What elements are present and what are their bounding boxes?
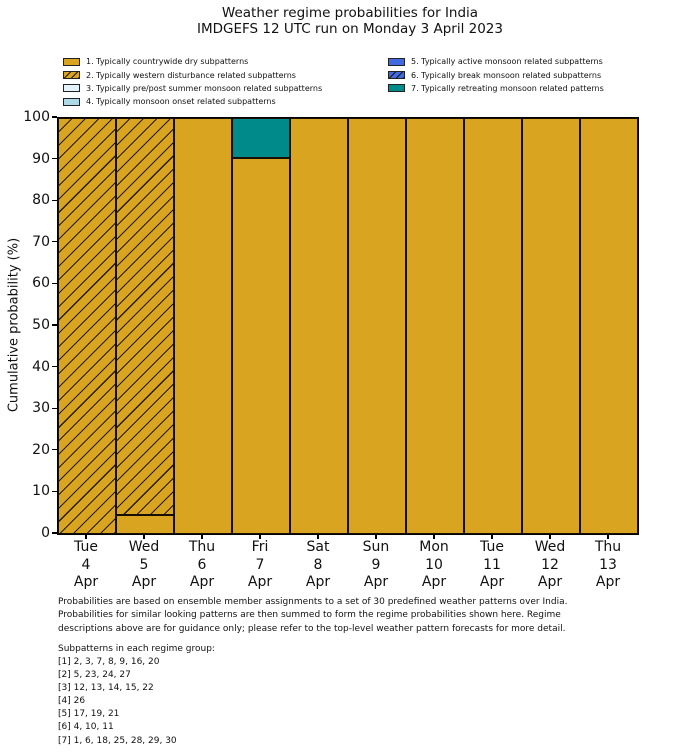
- x-tick-label: Tue 4 Apr: [73, 539, 99, 590]
- y-tick-label: 0: [41, 525, 50, 541]
- x-tick-label: Sun 9 Apr: [362, 539, 390, 590]
- legend-column-right: [388, 55, 604, 95]
- y-tick-mark: [52, 491, 57, 492]
- legend-swatch-western-disturbance-icon: [63, 71, 80, 79]
- legend-swatch-retreating-monsoon-icon: [388, 84, 405, 92]
- bar-sun-9: [348, 118, 406, 534]
- y-tick-label: 60: [32, 275, 50, 292]
- x-tick-label: Fri 7 Apr: [247, 539, 273, 590]
- legend-swatch-pre-post-summer-monsoon-icon: [63, 84, 80, 92]
- legend-label: 3. Typically pre/post summer monsoon related subpatterns: [86, 83, 323, 93]
- legend-item: [63, 68, 322, 81]
- legend-swatch-break-monsoon-icon: [388, 71, 405, 79]
- y-tick-label: 10: [32, 483, 50, 500]
- y-tick-mark: [52, 366, 57, 367]
- legend-item: [63, 82, 322, 95]
- y-tick-label: 90: [32, 150, 50, 167]
- legend-label: 2. Typically western disturbance related subpatterns: [86, 70, 296, 80]
- y-tick-label: 100: [23, 109, 50, 125]
- subpatterns-title: Subpatterns in each regime group:: [58, 644, 215, 654]
- legend-label: 5. Typically active monsoon related subpatterns: [411, 57, 603, 67]
- legend-label: 6. Typically break monsoon related subpatterns: [411, 70, 602, 80]
- legend-label: 1. Typically countrywide dry subpatterns: [86, 57, 249, 67]
- bar-segment-countrywide-dry: [232, 158, 290, 534]
- x-tick-label: Sat 8 Apr: [305, 539, 331, 590]
- legend-item: [388, 82, 604, 95]
- chart-subtitle: IMDGEFS 12 UTC run on Monday 3 April 2023: [197, 21, 503, 37]
- bar-mon-10: [406, 118, 464, 534]
- y-tick-mark: [52, 324, 57, 325]
- legend-item: [63, 95, 322, 108]
- bar-sat-8: [290, 118, 348, 534]
- bar-thu-6: [174, 118, 232, 534]
- legend-label: 4. Typically monsoon onset related subpatterns: [86, 97, 276, 107]
- y-tick-mark: [52, 532, 57, 533]
- bar-segment-countrywide-dry: [116, 515, 174, 534]
- y-tick-label: 20: [32, 441, 50, 458]
- bar-segment-countrywide-dry: [406, 118, 464, 534]
- bar-segment-retreating-monsoon: [232, 118, 290, 158]
- plot-area: [57, 117, 639, 535]
- legend-column-left: [63, 55, 322, 109]
- legend-item: [388, 68, 604, 81]
- y-tick-mark: [52, 408, 57, 409]
- footer-note: Probabilities are based on ensemble member assignments to a set of 30 predefined weather patterns over India. Probabilities for similar looking patterns are then summed to form the regime probabilities shown here. Regime descriptions above are for guidance only; please refer to the top-level weather pattern forecasts for more detail.: [58, 597, 568, 634]
- legend-swatch-countrywide-dry-icon: [63, 58, 80, 66]
- bar-tue-11: [464, 118, 522, 534]
- bar-segment-western-disturbance: [116, 118, 174, 515]
- x-tick-label: Wed 5 Apr: [128, 539, 160, 590]
- bar-segment-countrywide-dry: [522, 118, 580, 534]
- legend-item: [388, 55, 604, 68]
- subpatterns-list: [1] 2, 3, 7, 8, 9, 16, 20 [2] 5, 23, 24, 27 [3] 12, 13, 14, 15, 22 [4] 26 [5] 17, 19, 21 [6] 4, 10, 11 [7] 1, 6, 18, 25, 28, 29, 30: [58, 657, 177, 746]
- bar-fri-7: [232, 118, 290, 534]
- legend-item: [63, 55, 322, 68]
- bar-segment-countrywide-dry: [290, 118, 348, 534]
- y-tick-label: 50: [32, 317, 50, 333]
- x-tick-label: Thu 6 Apr: [188, 539, 216, 590]
- x-tick-label: Mon 10 Apr: [419, 539, 449, 590]
- y-tick-label: 70: [32, 233, 50, 250]
- legend-swatch-active-monsoon-icon: [388, 58, 405, 66]
- y-tick-mark: [52, 116, 57, 117]
- y-tick-label: 30: [32, 400, 50, 417]
- bar-tue-4: [58, 118, 116, 534]
- y-tick-label: 80: [32, 192, 50, 209]
- bar-thu-13: [580, 118, 638, 534]
- y-tick-mark: [52, 200, 57, 201]
- y-tick-mark: [52, 449, 57, 450]
- x-tick-label: Tue 11 Apr: [479, 539, 505, 590]
- chart-title: Weather regime probabilities for India: [221, 5, 479, 21]
- x-tick-label: Thu 13 Apr: [594, 539, 622, 590]
- legend-label: 7. Typically retreating monsoon related patterns: [411, 83, 604, 93]
- x-tick-label: Wed 12 Apr: [534, 539, 566, 590]
- y-axis-label: Cumulative probability (%): [6, 237, 22, 413]
- y-tick-mark: [52, 241, 57, 242]
- bar-wed-12: [522, 118, 580, 534]
- bar-wed-5: [116, 118, 174, 534]
- bar-segment-countrywide-dry: [174, 118, 232, 534]
- legend-swatch-monsoon-onset-icon: [63, 98, 80, 106]
- bar-segment-western-disturbance: [58, 118, 116, 534]
- y-tick-label: 40: [32, 358, 50, 375]
- bar-segment-countrywide-dry: [580, 118, 638, 534]
- y-tick-mark: [52, 283, 57, 284]
- y-tick-mark: [52, 158, 57, 159]
- bar-segment-countrywide-dry: [348, 118, 406, 534]
- bar-segment-countrywide-dry: [464, 118, 522, 534]
